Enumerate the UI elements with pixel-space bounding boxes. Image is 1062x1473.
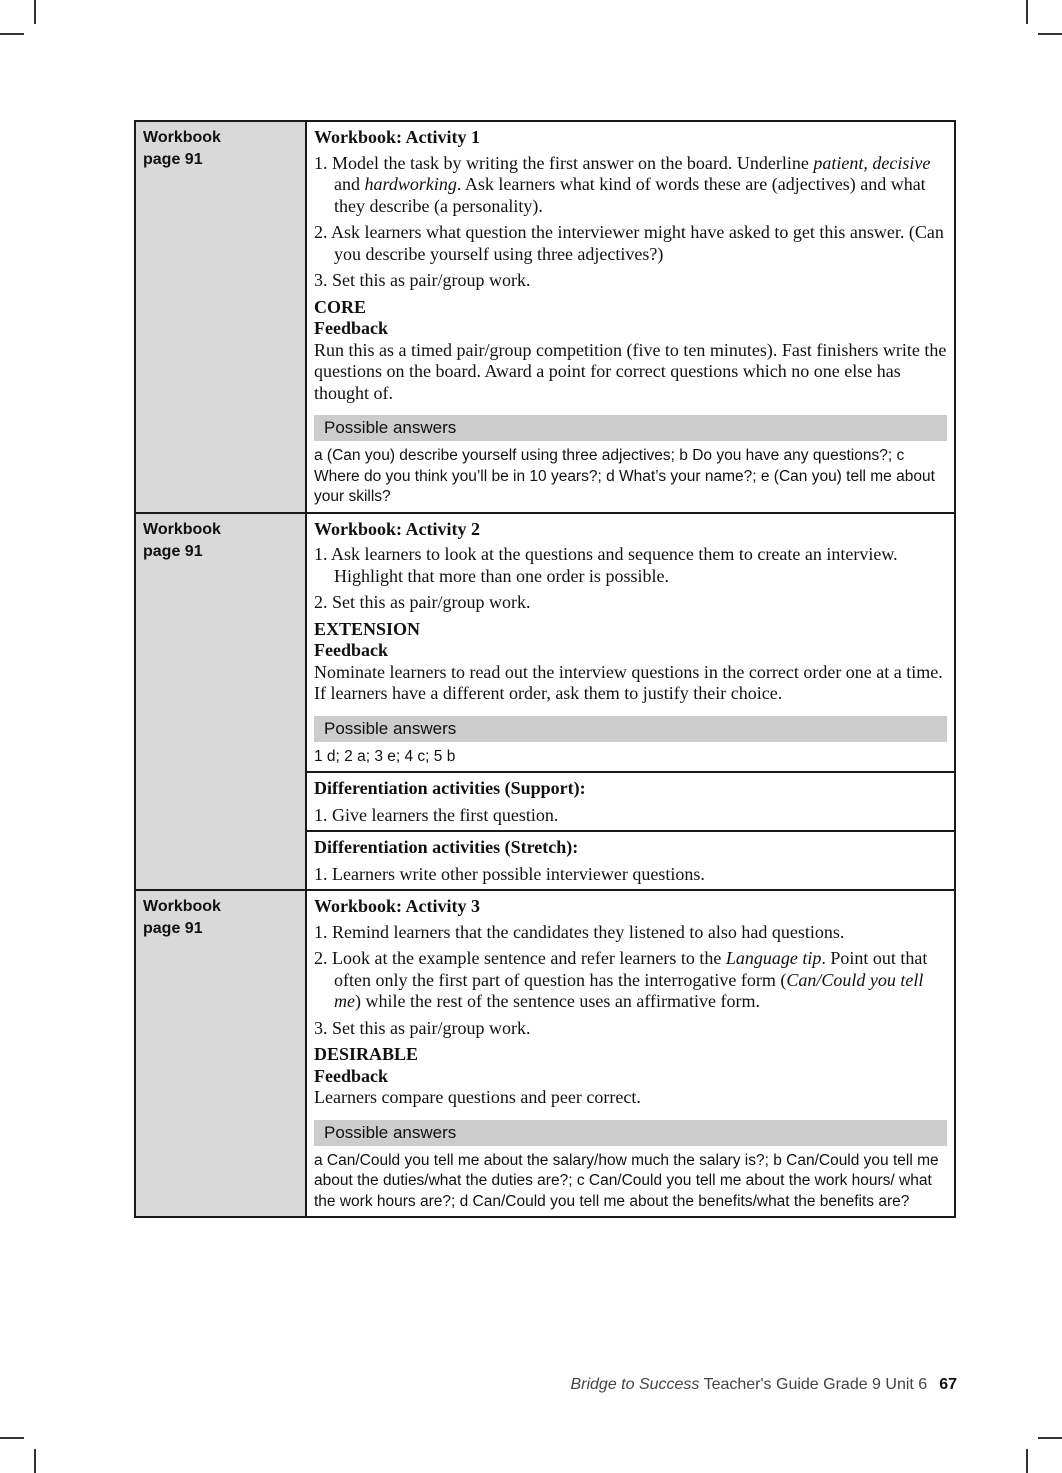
page-number: 67 bbox=[939, 1376, 957, 1393]
crop-mark bbox=[34, 1449, 36, 1473]
differentiation-title: Differentiation activities (Support): bbox=[314, 778, 586, 798]
step-item: 3. Set this as pair/group work. bbox=[314, 1017, 531, 1038]
feedback-text: Run this as a timed pair/group competition (five to ten minutes). Fast finishers write the questions on the board. Award a point for correct questions which no one else has thought of. bbox=[314, 339, 947, 403]
crop-mark bbox=[34, 0, 36, 24]
step-list bbox=[314, 922, 947, 1040]
step-list bbox=[314, 153, 947, 292]
crop-mark bbox=[1026, 0, 1028, 24]
page-footer bbox=[570, 1376, 957, 1394]
differentiation-support bbox=[306, 772, 955, 831]
crop-mark bbox=[0, 33, 24, 35]
step-list bbox=[314, 544, 947, 614]
step-item: 2. Ask learners what question the interviewer might have asked to get this answer. (Can you describe yourself using three adjectives?) bbox=[314, 222, 944, 264]
activity-title: Workbook: Activity 1 bbox=[314, 127, 481, 147]
possible-answers-text: a Can/Could you tell me about the salary/how much the salary is?; b Can/Could you tell me about the duties/what the duties are?; c Can/Could you tell me about the work hours/ what the work hours are?; d Can/Could you tell me about the benefits/what the benefits are? bbox=[314, 1151, 939, 1210]
step-item: 2. Look at the example sentence and refer learners to the Language tip. Point out that often only the first part of question has the interrogative form (Can/Could you tell me) while the rest of the sentence uses an affirmative form. bbox=[314, 948, 928, 1011]
footer-subtitle: Teacher's Guide Grade 9 Unit 6 bbox=[699, 1376, 928, 1393]
workbook-reference: Workbook page 91 bbox=[135, 890, 306, 1217]
table-row bbox=[135, 513, 955, 773]
crop-mark bbox=[1038, 1437, 1062, 1439]
step-item: 1. Model the task by writing the first answer on the board. Underline patient, decisive and hardworking. Ask learners what kind of words these are (adjectives) and what they describe (a personality). bbox=[314, 152, 931, 216]
table-row bbox=[135, 890, 955, 1217]
level-tag: DESIRABLE bbox=[314, 1044, 419, 1064]
activity-1-content bbox=[306, 121, 955, 513]
differentiation-item: 1. Learners write other possible interviewer questions. bbox=[314, 863, 705, 884]
crop-mark bbox=[1026, 1449, 1028, 1473]
differentiation-title: Differentiation activities (Stretch): bbox=[314, 837, 579, 857]
activity-3-content bbox=[306, 890, 955, 1217]
step-item: 1. Remind learners that the candidates they listened to also had questions. bbox=[314, 921, 845, 942]
step-item: 3. Set this as pair/group work. bbox=[314, 270, 531, 290]
activity-2-content bbox=[306, 513, 955, 773]
level-tag: CORE bbox=[314, 296, 367, 317]
feedback-text: Learners compare questions and peer correct. bbox=[314, 1087, 641, 1107]
level-tag: EXTENSION bbox=[314, 618, 421, 639]
crop-mark bbox=[1038, 33, 1062, 35]
book-title: Bridge to Success bbox=[570, 1376, 700, 1393]
lesson-plan-table bbox=[134, 120, 956, 1218]
possible-answers-header: Possible answers bbox=[314, 1120, 947, 1146]
table-row bbox=[135, 121, 955, 513]
workbook-reference: Workbook page 91 bbox=[135, 513, 306, 891]
crop-mark bbox=[0, 1437, 24, 1439]
activity-title: Workbook: Activity 3 bbox=[314, 896, 481, 916]
feedback-label: Feedback bbox=[314, 1065, 388, 1086]
possible-answers-header: Possible answers bbox=[314, 415, 947, 441]
step-item: 2. Set this as pair/group work. bbox=[314, 592, 531, 612]
possible-answers-text: a (Can you) describe yourself using three adjectives; b Do you have any questions?; c Where do you think you’ll be in 10 years?; d What’s your name?; e (Can you) tell me about your skills? bbox=[314, 447, 935, 505]
possible-answers-header: Possible answers bbox=[314, 716, 947, 742]
step-item: 1. Ask learners to look at the questions and sequence them to create an interview. Highlight that more than one order is possible. bbox=[314, 544, 898, 586]
feedback-label: Feedback bbox=[314, 318, 388, 338]
workbook-reference: Workbook page 91 bbox=[135, 121, 306, 513]
possible-answers-text: 1 d; 2 a; 3 e; 4 c; 5 b bbox=[314, 747, 456, 765]
feedback-label: Feedback bbox=[314, 640, 388, 660]
differentiation-stretch bbox=[306, 831, 955, 890]
differentiation-item: 1. Give learners the first question. bbox=[314, 804, 559, 825]
activity-title: Workbook: Activity 2 bbox=[314, 518, 481, 539]
feedback-text: Nominate learners to read out the interview questions in the correct order one at a time. If learners have a different order, ask them to justify their choice. bbox=[314, 661, 943, 703]
